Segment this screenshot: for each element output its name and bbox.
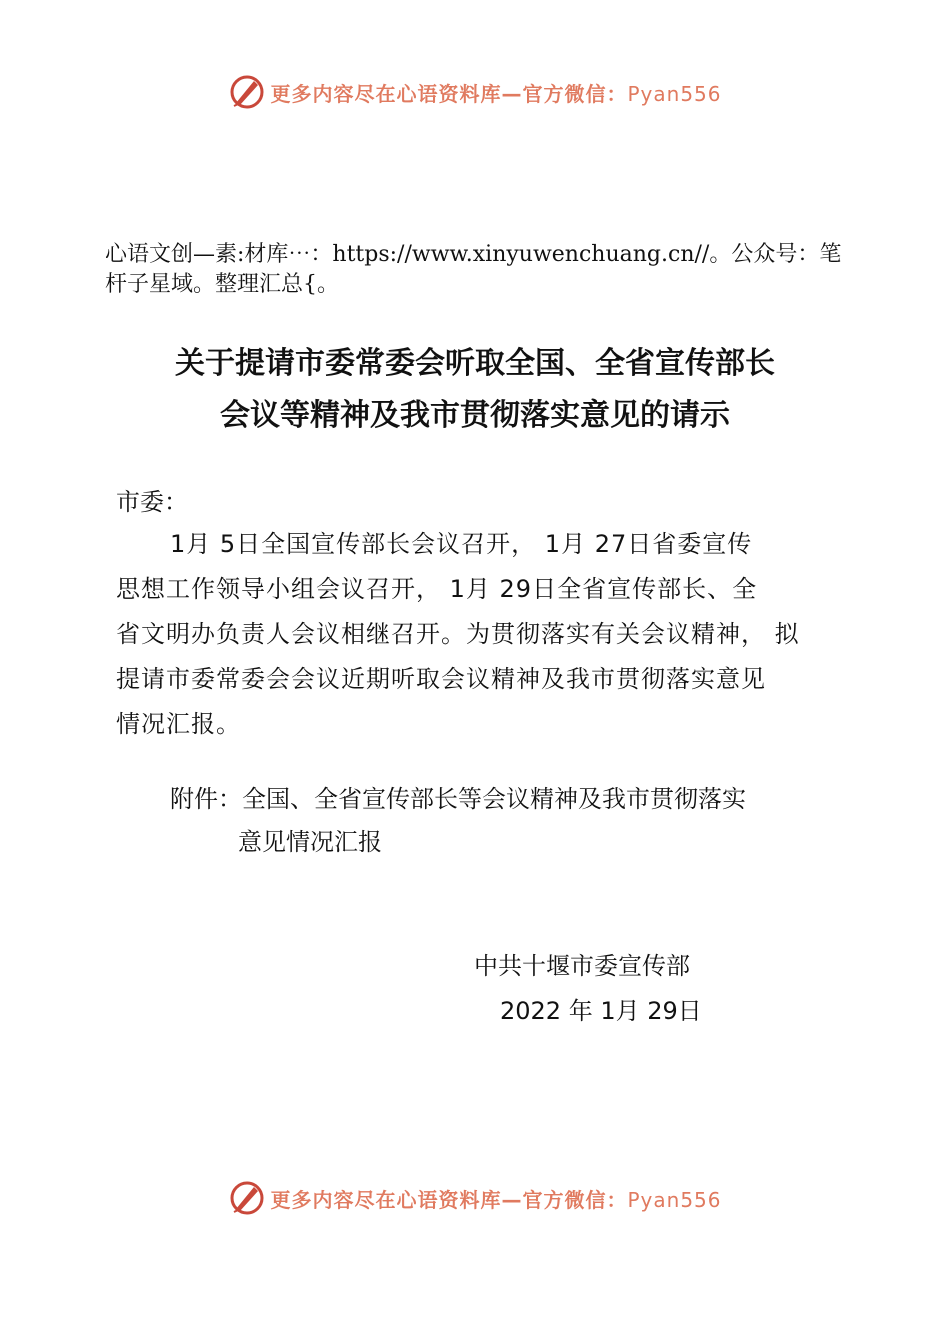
title-line-2: 会议等精神及我市贯彻落实意见的请示 (220, 398, 730, 433)
footer-banner-text (270, 1184, 721, 1213)
attachment-line-2: 意见情况汇报 (238, 828, 382, 856)
signature-org: 中共十堰市委宣传部 (474, 952, 690, 980)
body-line: 提请市委常委会会议近期听取会议精神及我市贯彻落实意见 (116, 665, 766, 693)
document-title (0, 338, 950, 442)
quill-pen-logo-icon (228, 73, 266, 111)
body-line: 思想工作领导小组会议召开， 1月 29日全省宣传部长、全 (116, 575, 758, 603)
source-note: 心语文创—素:材库⋯：https://www.xinyuwenchuang.cn//。公众号：笔杆子星域。整理汇总{。 (105, 242, 842, 297)
footer-banner-wechat-id: Pyan556 (627, 1187, 722, 1212)
title-line-1: 关于提请市委常委会听取全国、全省宣传部长 (175, 346, 775, 381)
body-line: 省文明办负责人会议相继召开。为贯彻落实有关会议精神， 拟 (116, 620, 800, 648)
header-banner-text (270, 78, 721, 107)
footer-banner (0, 1176, 950, 1220)
footer-banner-cn: 更多内容尽在心语资料库—官方微信： (270, 1187, 628, 1212)
salutation: 市委： (116, 488, 188, 516)
body-line: 情况汇报。 (116, 710, 241, 738)
attachment-note (170, 778, 830, 864)
body-paragraph (116, 522, 846, 747)
header-banner-wechat-id: Pyan556 (627, 81, 722, 106)
quill-pen-logo-icon (228, 1179, 266, 1217)
attachment-line-1: 附件：全国、全省宣传部长等会议精神及我市贯彻落实 (170, 785, 746, 813)
header-banner (0, 70, 950, 114)
body-line: 1月 5日全国宣传部长会议召开， 1月 27日省委宣传 (170, 530, 753, 558)
signature-block (474, 944, 702, 1034)
signature-date: 2022 年 1月 29日 (500, 997, 702, 1025)
header-banner-cn: 更多内容尽在心语资料库—官方微信： (270, 81, 628, 106)
